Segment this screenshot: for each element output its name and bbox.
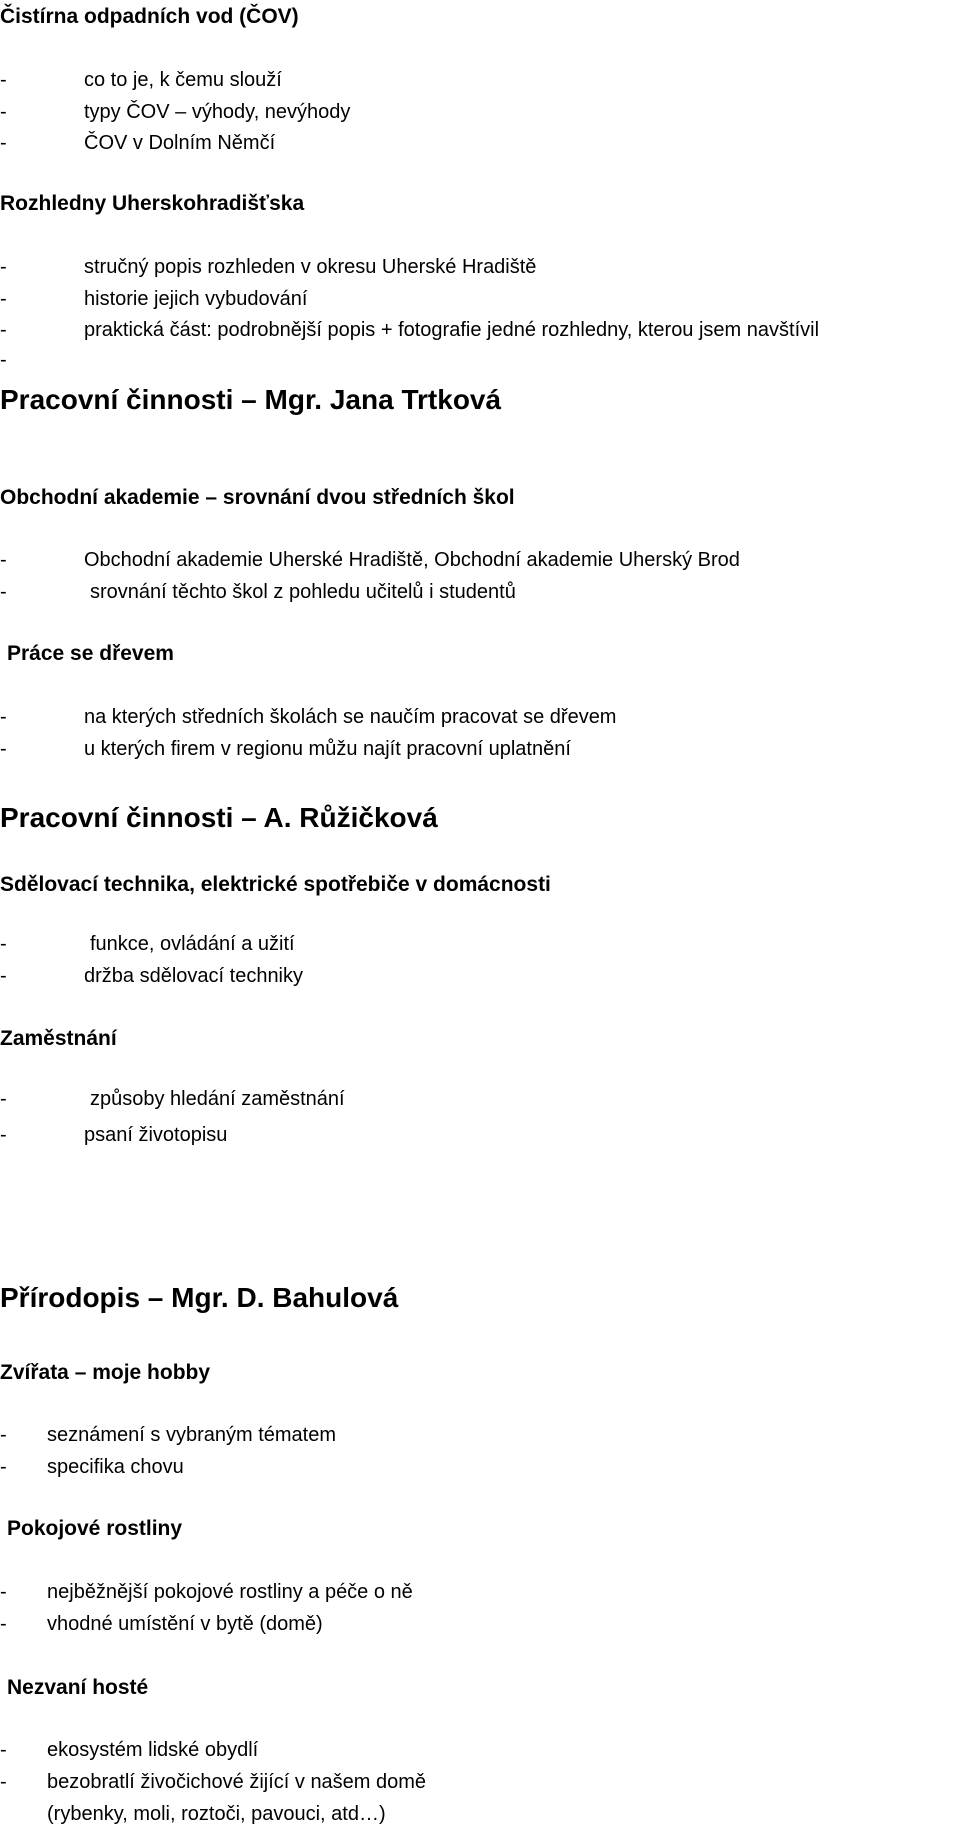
section-heading: Čistírna odpadních vod (ČOV) — [0, 5, 299, 28]
page-section-title: Přírodopis – Mgr. D. Bahulová — [0, 1282, 399, 1313]
section-heading: Obchodní akademie – srovnání dvou středních škol — [0, 486, 515, 509]
section-heading: Zaměstnání — [0, 1027, 117, 1050]
section-heading: Rozhledny Uherskohradišťska — [0, 192, 305, 215]
section-heading: Nezvaní hosté — [7, 1676, 149, 1699]
section-heading: Práce se dřevem — [7, 642, 174, 665]
section-heading: Zvířata – moje hobby — [0, 1361, 211, 1384]
page-section-title: Pracovní činnosti – A. Růžičková — [0, 802, 438, 833]
section-heading: Pokojové rostliny — [7, 1517, 183, 1540]
page-section-title: Pracovní činnosti – Mgr. Jana Trtková — [0, 384, 502, 415]
section-heading: Sdělovací technika, elektrické spotřebiče v domácnosti — [0, 873, 551, 896]
